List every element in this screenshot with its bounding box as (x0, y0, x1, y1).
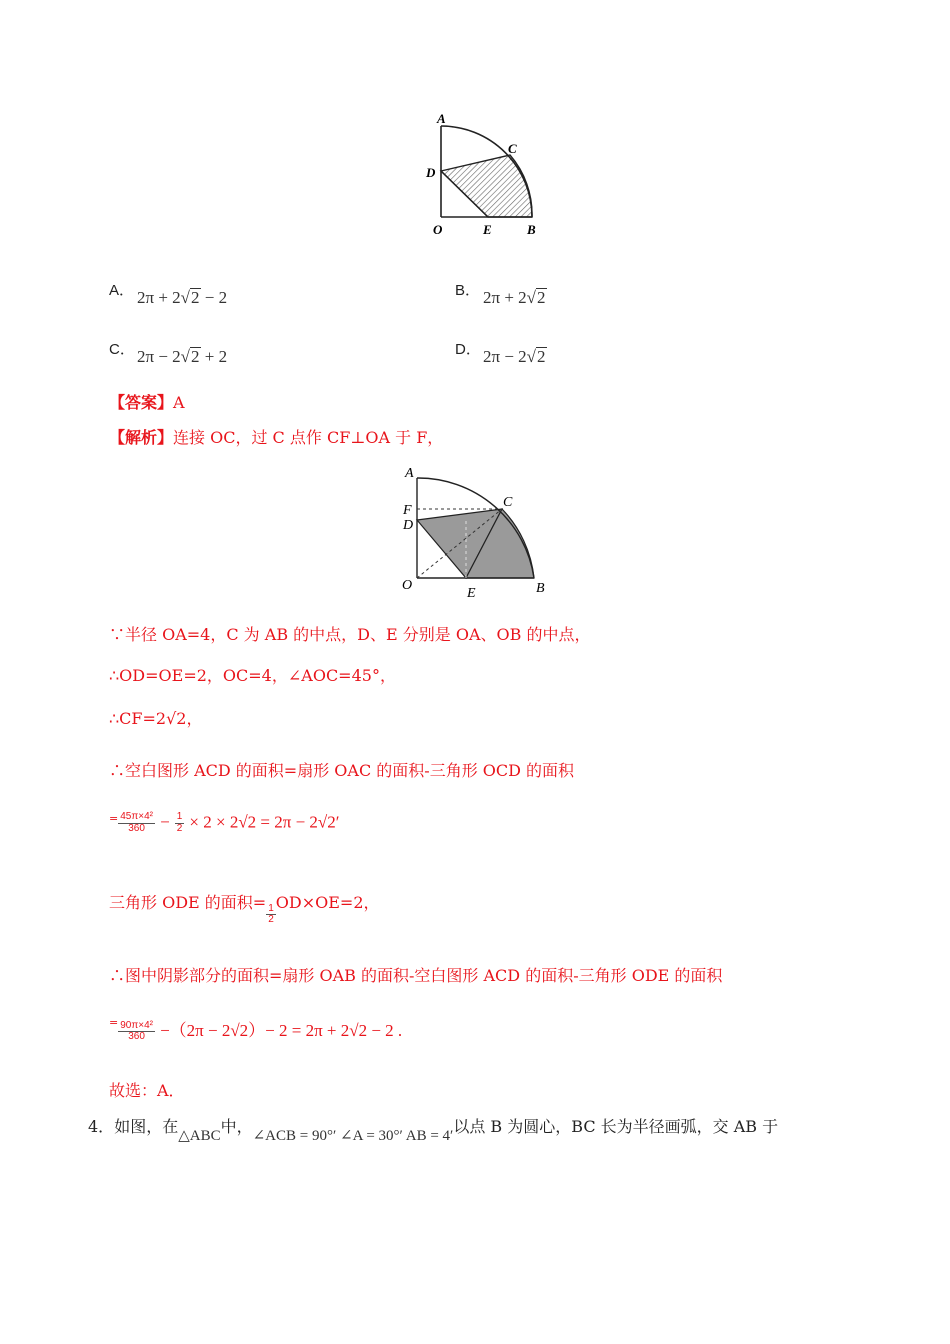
answer-tag: 【答案】 (109, 393, 174, 412)
equation-2 (109, 1016, 402, 1043)
figure-1 (420, 108, 550, 243)
analysis-line-4: ∴空白图形 ACD 的面积=扇形 OAC 的面积-三角形 OCD 的面积 (109, 761, 575, 780)
shaded-region (441, 155, 532, 217)
fig1-label-o: O (433, 222, 443, 237)
line5-pre: 三角形 ODE 的面积= (109, 893, 267, 912)
analysis-intro-line (109, 428, 443, 449)
analysis-line-5 (109, 893, 380, 926)
fig1-label-e: E (483, 222, 492, 237)
equation-1 (109, 812, 339, 834)
q4-text-b: 中， (220, 1117, 253, 1136)
analysis-intro: 连接 OC，过 C 点作 CF⊥OA 于 F， (173, 428, 444, 447)
fig1-label-c: C (508, 141, 517, 156)
option-c-formula: 2π − 2√2 + 2 (137, 347, 228, 366)
fig2-label-e: E (467, 586, 476, 601)
analysis-conclusion: 故选：A． (109, 1081, 185, 1100)
q4-text-a: 如图，在 (114, 1117, 179, 1136)
option-d-letter: D． (455, 341, 481, 358)
question-4 (88, 1117, 778, 1147)
q4-conditions: ∠ACB = 90°′ ∠A = 30°′ AB = 4′ (252, 1128, 454, 1144)
option-a-letter: A． (109, 282, 135, 299)
fig2-label-b: B (536, 581, 545, 596)
line5-frac: $\frac{1}{2}$ (268, 902, 274, 925)
eq1-prefix: = (109, 812, 119, 825)
fig2-label-o: O (402, 578, 413, 593)
option-a-formula: 2π + 2√2 − 2 (137, 288, 228, 307)
analysis-line-6: ∴图中阴影部分的面积=扇形 OAB 的面积-空白图形 ACD 的面积-三角形 ODE 的面积 (109, 966, 723, 985)
option-b-letter: B． (455, 282, 481, 299)
option-d-formula: 2π − 2√2 (483, 347, 546, 366)
option-c-letter: C． (109, 341, 135, 358)
fig2-label-f: F (403, 503, 412, 518)
fig1-label-b: B (527, 222, 536, 237)
fig2-label-a: A (405, 466, 414, 481)
q4-text-c: 以点 B 为圆心，BC 长为半径画弧，交 AB 于 (453, 1117, 779, 1136)
q4-triangle: △ABC (178, 1128, 221, 1144)
analysis-line-3: ∴CF=2√2， (109, 709, 203, 728)
fig2-label-c: C (503, 495, 513, 510)
eq2-prefix: = (109, 1016, 119, 1029)
analysis-tag: 【解析】 (109, 428, 174, 447)
analysis-line-1: ∵半径 OA=4，C 为 AB 的中点，D、E 分别是 OA、OB 的中点， (109, 625, 591, 644)
eq1-frac-1: $\frac{\text{45π×4²}}{360}$ (120, 811, 153, 834)
eq1-minus: − (160, 812, 170, 832)
eq2-tail: −（2π − 2√2）− 2 = 2π + 2√2 − 2 . (160, 1021, 403, 1040)
eq1-tail: × 2 × 2√2 = 2π − 2√2′ (189, 812, 340, 832)
line5-post: OD×OE=2， (275, 893, 380, 912)
eq2-frac: $\frac{\text{90π×4²}}{360}$ (120, 1019, 153, 1042)
fig1-label-d: D (426, 165, 436, 180)
figure-2 (395, 462, 555, 604)
fig2-label-d: D (403, 518, 414, 533)
answer-line (109, 393, 185, 414)
option-b-formula: 2π + 2√2 (483, 288, 546, 307)
analysis-line-2: ∴OD=OE=2，OC=4，∠AOC=45°， (109, 666, 396, 685)
fig1-label-a: A (437, 111, 446, 126)
answer-value: A (173, 393, 185, 412)
eq1-frac-2: $\frac{1}{2}$ (176, 811, 183, 834)
q4-number: 4． (88, 1117, 115, 1136)
